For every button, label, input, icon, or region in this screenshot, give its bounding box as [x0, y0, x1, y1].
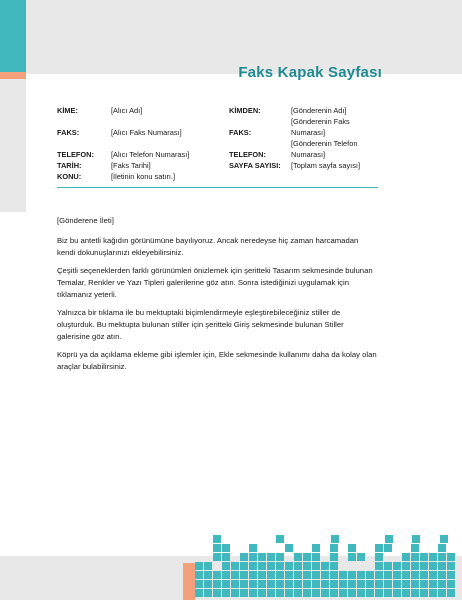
pixel-tile: [384, 580, 392, 588]
pixel-tile: [303, 553, 311, 561]
pixel-tile: [411, 571, 419, 579]
paragraph-4: Köprü ya da açıklama ekleme gibi işlemler için, Ekle sekmesinde kullanımı daha da kolay olan araçlar bulabilirsiniz.: [57, 350, 377, 371]
pixel-tile: [303, 589, 311, 597]
pixel-tile: [438, 562, 446, 570]
pixel-tile: [330, 589, 338, 597]
date-label: TARİH:: [57, 161, 82, 170]
pixel-tile: [240, 589, 248, 597]
pixel-tile: [420, 571, 428, 579]
pixel-tile: [366, 571, 374, 579]
pixel-tile: [331, 535, 339, 543]
pixel-tile: [195, 562, 203, 570]
fax-value: [Alıcı Faks Numarası]: [111, 128, 182, 137]
page-title: Faks Kapak Sayfası: [238, 64, 382, 81]
pixel-tile: [285, 589, 293, 597]
pixel-tile: [231, 571, 239, 579]
pixel-tile: [213, 580, 221, 588]
pixel-tile: [222, 553, 230, 561]
pixel-tile: [330, 553, 338, 561]
pixel-tile: [411, 553, 419, 561]
pixel-tile: [195, 580, 203, 588]
pixel-tile: [393, 562, 401, 570]
greeting: [Gönderene İleti]: [57, 216, 114, 225]
pixel-tile: [384, 589, 392, 597]
pixel-tile: [330, 580, 338, 588]
pixel-tile: [213, 544, 221, 552]
pixel-tile: [195, 589, 203, 597]
pixel-tile: [402, 589, 410, 597]
pixel-tile: [285, 544, 293, 552]
pixel-tile: [348, 580, 356, 588]
pixel-tile: [357, 571, 365, 579]
from-label: KİMDEN:: [229, 106, 261, 115]
pixel-tile: [294, 553, 302, 561]
pixel-tile: [231, 580, 239, 588]
pixel-tile: [384, 571, 392, 579]
pixel-tile: [303, 571, 311, 579]
pixel-tile: [375, 571, 383, 579]
pixel-tile: [276, 535, 284, 543]
pixel-tile: [213, 571, 221, 579]
pixel-tile: [267, 571, 275, 579]
date-value: [Faks Tarihi]: [111, 161, 151, 170]
pixel-tile: [402, 562, 410, 570]
pixel-tile: [447, 553, 455, 561]
pixel-tile: [258, 553, 266, 561]
pixel-tile: [258, 562, 266, 570]
pixel-tile: [420, 589, 428, 597]
pixel-tile: [321, 562, 329, 570]
pixel-tile: [393, 589, 401, 597]
pixel-tile: [222, 589, 230, 597]
pixel-tile: [357, 580, 365, 588]
pixel-tile: [348, 589, 356, 597]
pixel-tile: [249, 544, 257, 552]
to-value: [Alıcı Adı]: [111, 106, 143, 115]
pixel-tile: [231, 562, 239, 570]
pixel-tile: [438, 544, 446, 552]
pixel-tile: [213, 553, 221, 561]
pixel-tile: [375, 544, 383, 552]
pixel-tile: [330, 562, 338, 570]
from-phone-value: [Gönderenin Telefon Numarası]: [291, 139, 358, 159]
pixel-tile: [294, 571, 302, 579]
pixel-tile: [375, 580, 383, 588]
pixel-tile: [276, 562, 284, 570]
pixel-tile: [276, 580, 284, 588]
pixel-tile: [420, 562, 428, 570]
phone-value: [Alıcı Telefon Numarası]: [111, 150, 190, 159]
pixel-tile: [375, 562, 383, 570]
pixel-tile: [411, 544, 419, 552]
pixel-tile: [429, 589, 437, 597]
from-fax-value: [Gönderenin Faks Numarası]: [291, 117, 350, 137]
pixel-tile: [348, 571, 356, 579]
pixel-tile: [213, 535, 221, 543]
pixel-tile: [312, 544, 320, 552]
pixel-tile: [440, 535, 448, 543]
pixel-tile: [375, 589, 383, 597]
pages-label: SAYFA SAYISI:: [229, 161, 281, 170]
pixel-tile: [285, 562, 293, 570]
pixel-tile: [231, 589, 239, 597]
pixel-tile: [303, 562, 311, 570]
pixel-tile: [357, 589, 365, 597]
pixel-tile: [411, 580, 419, 588]
to-label: KİME:: [57, 106, 78, 115]
pixel-tile: [294, 589, 302, 597]
pixel-tile: [240, 562, 248, 570]
pixel-tile: [267, 589, 275, 597]
subject-label: KONU:: [57, 172, 82, 181]
pixel-tile: [348, 544, 356, 552]
pixel-tile: [258, 589, 266, 597]
pixel-tile: [276, 571, 284, 579]
pixel-tile: [222, 544, 230, 552]
pixel-tile: [384, 562, 392, 570]
pixel-tile: [393, 580, 401, 588]
pixel-tile: [339, 580, 347, 588]
pixel-tile: [411, 589, 419, 597]
paragraph-2: Çeşitli seçeneklerden farklı görünümleri önizlemek için şeritteki Tasarım sekmesinde bulunan Temalar, Renkler ve Yazı Tipleri galerilerine göz atın. Sonra istediğinizi uygulamak için tıklamanız yeterli.: [57, 266, 373, 299]
pixel-tile: [375, 553, 383, 561]
pixel-tile: [204, 589, 212, 597]
pixel-tile: [294, 580, 302, 588]
pixel-tile: [249, 562, 257, 570]
pixel-tile: [330, 571, 338, 579]
pixel-tile: [412, 535, 420, 543]
pixel-tile: [240, 571, 248, 579]
pixel-tile: [357, 553, 365, 561]
from-value: [Gönderenin Adı]: [291, 106, 347, 115]
pixel-tile: [447, 571, 455, 579]
pixel-tile: [258, 580, 266, 588]
pixel-tile: [429, 580, 437, 588]
pixel-tile: [249, 553, 257, 561]
pixel-tile: [222, 562, 230, 570]
pixel-tile: [312, 553, 320, 561]
pixel-tile: [348, 553, 356, 561]
from-phone-label: TELEFON:: [229, 150, 266, 159]
paragraph-3: Yalnızca bir tıklama ile bu mektuptaki biçimlendirmeyle eşleştirebileceğiniz stiller de oluşturduk. Bu mektupta bulunan stiller için şeritteki Giriş sekmesinde bulunan Stiller galerisine göz atın.: [57, 308, 344, 341]
pixel-tile: [429, 553, 437, 561]
pixel-tile: [384, 544, 392, 552]
pixel-tile: [321, 571, 329, 579]
pixel-tile: [447, 589, 455, 597]
pixel-tile: [429, 571, 437, 579]
paragraph-1: Biz bu antetli kağıdın görünümüne bayılıyoruz. Ancak neredeyse hiç zaman harcamadan kendi dokunuşlarınızı ekleyebilirsiniz.: [57, 236, 359, 257]
pixel-tile: [321, 589, 329, 597]
fax-label: FAKS:: [57, 128, 80, 137]
pixel-tile: [258, 571, 266, 579]
pixel-tile: [312, 562, 320, 570]
pixel-tile: [447, 580, 455, 588]
pixel-tile: [204, 571, 212, 579]
subject-value: [İletinin konu satırı.]: [111, 172, 176, 181]
pixel-tile: [312, 589, 320, 597]
pixel-tile: [222, 571, 230, 579]
pixel-tile: [393, 571, 401, 579]
pixel-tile: [267, 580, 275, 588]
pixel-tile: [294, 562, 302, 570]
pixel-tile: [330, 544, 338, 552]
pixel-tile: [204, 580, 212, 588]
pixel-tile: [276, 589, 284, 597]
pixel-tile: [249, 580, 257, 588]
pixel-tile: [402, 553, 410, 561]
pixel-tile: [420, 553, 428, 561]
pixel-tile: [321, 580, 329, 588]
pixel-tile: [438, 580, 446, 588]
pixel-tile: [339, 589, 347, 597]
pixel-tile: [312, 580, 320, 588]
pixel-tile: [429, 562, 437, 570]
pixel-tile: [411, 562, 419, 570]
pixel-tile: [249, 571, 257, 579]
pixel-tile: [339, 571, 347, 579]
pixel-tile: [447, 562, 455, 570]
pixel-tile: [366, 580, 374, 588]
pixel-tile: [249, 589, 257, 597]
from-fax-label: FAKS:: [229, 128, 252, 137]
pixel-tile: [222, 580, 230, 588]
pixel-tile: [385, 535, 393, 543]
pixel-tile: [240, 580, 248, 588]
pixel-tile: [402, 580, 410, 588]
pixel-tile: [420, 580, 428, 588]
pixel-tile: [240, 553, 248, 561]
pages-value: [Toplam sayfa sayısı]: [291, 161, 361, 170]
pixel-tile: [438, 589, 446, 597]
pixel-tile: [276, 553, 284, 561]
pixel-tile: [303, 580, 311, 588]
pixel-tile: [438, 553, 446, 561]
pixel-tile: [213, 589, 221, 597]
pixel-tile: [438, 571, 446, 579]
pixel-tile: [285, 571, 293, 579]
pixel-tile: [312, 571, 320, 579]
pixel-tile: [267, 553, 275, 561]
phone-label: TELEFON:: [57, 150, 94, 159]
pixel-tile: [366, 589, 374, 597]
pixel-tile: [402, 571, 410, 579]
pixel-tile: [204, 562, 212, 570]
pixel-tile: [267, 562, 275, 570]
pixel-tile: [285, 580, 293, 588]
pixel-tile: [195, 571, 203, 579]
